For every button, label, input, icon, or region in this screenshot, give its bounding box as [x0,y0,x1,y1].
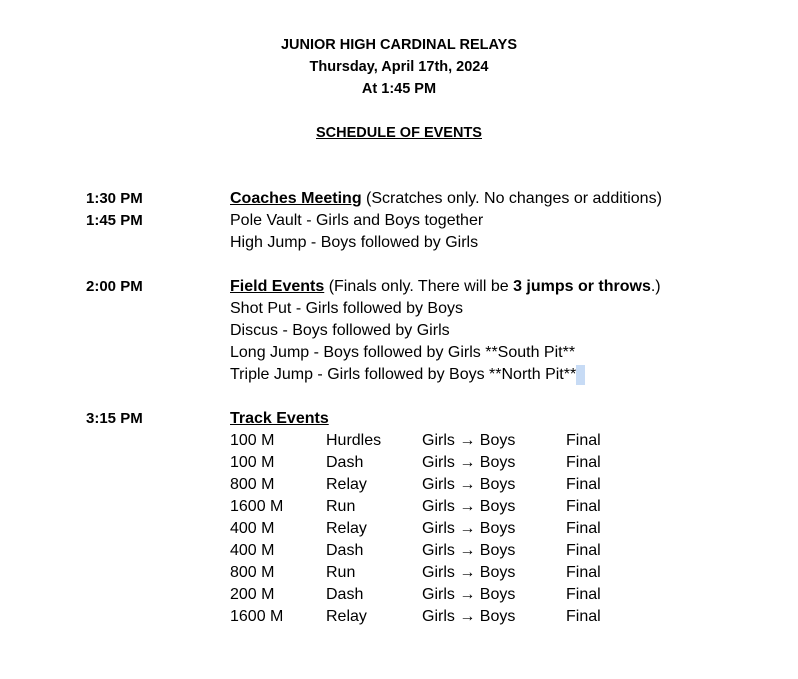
field-events-text [230,276,661,298]
track-distance: 800 M [230,476,275,493]
coaches-meeting-note: (Scratches only. No changes or additions) [361,190,662,207]
track-event-type: Dash [326,586,364,603]
triple-jump-line [230,364,585,386]
track-event-type: Run [326,498,356,515]
track-order: Girls → Boys [422,586,516,603]
field-events-note-bold: 3 jumps or throws [513,278,651,295]
track-events-row [0,408,798,430]
vault-row [0,210,798,232]
track-event-row [0,496,798,518]
track-order: Girls → Boys [422,454,516,471]
coaches-meeting-label: Coaches Meeting [230,190,362,207]
schedule-heading: SCHEDULE OF EVENTS [316,125,482,141]
track-order: Girls → Boys [422,432,516,449]
track-events-time: 3:15 PM [86,410,143,427]
track-round: Final [566,454,601,471]
field-events-label: Field Events [230,278,325,295]
track-distance: 1600 M [230,498,284,515]
track-distance: 100 M [230,454,275,471]
track-event-type: Relay [326,520,367,537]
track-event-type: Hurdles [326,432,382,449]
field-events-note-a: (Finals only. There will be [324,278,514,295]
track-events-label: Track Events [230,410,329,427]
track-order: Girls → Boys [422,520,516,537]
track-round: Final [566,608,601,625]
coaches-meeting-text [230,188,662,210]
meet-title: JUNIOR HIGH CARDINAL RELAYS [280,37,518,53]
high-jump-row [0,232,798,254]
coaches-meeting-time: 1:30 PM [86,190,143,207]
text-cursor-selection[interactable] [576,365,585,385]
track-distance: 800 M [230,564,275,581]
track-event-row [0,606,798,628]
coaches-meeting-row [0,188,798,210]
track-event-row [0,518,798,540]
track-order: Girls → Boys [422,476,516,493]
track-distance: 100 M [230,432,275,449]
track-order: Girls → Boys [422,542,516,559]
track-event-type: Dash [326,454,364,471]
field-events-note-b: .) [650,278,661,295]
field-event-item [0,342,798,364]
track-event-row [0,430,798,452]
track-round: Final [566,564,601,581]
track-event-type: Relay [326,608,367,625]
pole-vault-text: Pole Vault - Girls and Boys together [230,212,484,229]
track-event-row [0,474,798,496]
track-order: Girls → Boys [422,498,516,515]
track-event-row [0,584,798,606]
field-event-item [0,364,798,386]
track-event-type: Run [326,564,356,581]
shot-put-text: Shot Put - Girls followed by Boys [230,300,463,317]
track-event-type: Relay [326,476,367,493]
track-round: Final [566,520,601,537]
track-order: Girls → Boys [422,608,516,625]
field-events-time: 2:00 PM [86,278,143,295]
high-jump-text: High Jump - Boys followed by Girls [230,234,479,251]
field-event-item [0,320,798,342]
discus-text: Discus - Boys followed by Girls [230,322,450,339]
meet-date: Thursday, April 17th, 2024 [309,59,489,75]
field-events-row [0,276,798,298]
meet-start-time: At 1:45 PM [361,81,437,97]
track-event-row [0,562,798,584]
track-round: Final [566,476,601,493]
track-event-row [0,540,798,562]
track-round: Final [566,432,601,449]
vault-time: 1:45 PM [86,212,143,229]
triple-jump-text: Triple Jump - Girls followed by Boys **North Pit** [230,366,577,383]
track-event-type: Dash [326,542,364,559]
track-round: Final [566,542,601,559]
track-order: Girls → Boys [422,564,516,581]
track-event-row [0,452,798,474]
long-jump-text: Long Jump - Boys followed by Girls **South Pit** [230,344,576,361]
field-event-item [0,298,798,320]
track-distance: 400 M [230,520,275,537]
track-round: Final [566,498,601,515]
track-distance: 200 M [230,586,275,603]
track-round: Final [566,586,601,603]
track-distance: 1600 M [230,608,284,625]
track-distance: 400 M [230,542,275,559]
